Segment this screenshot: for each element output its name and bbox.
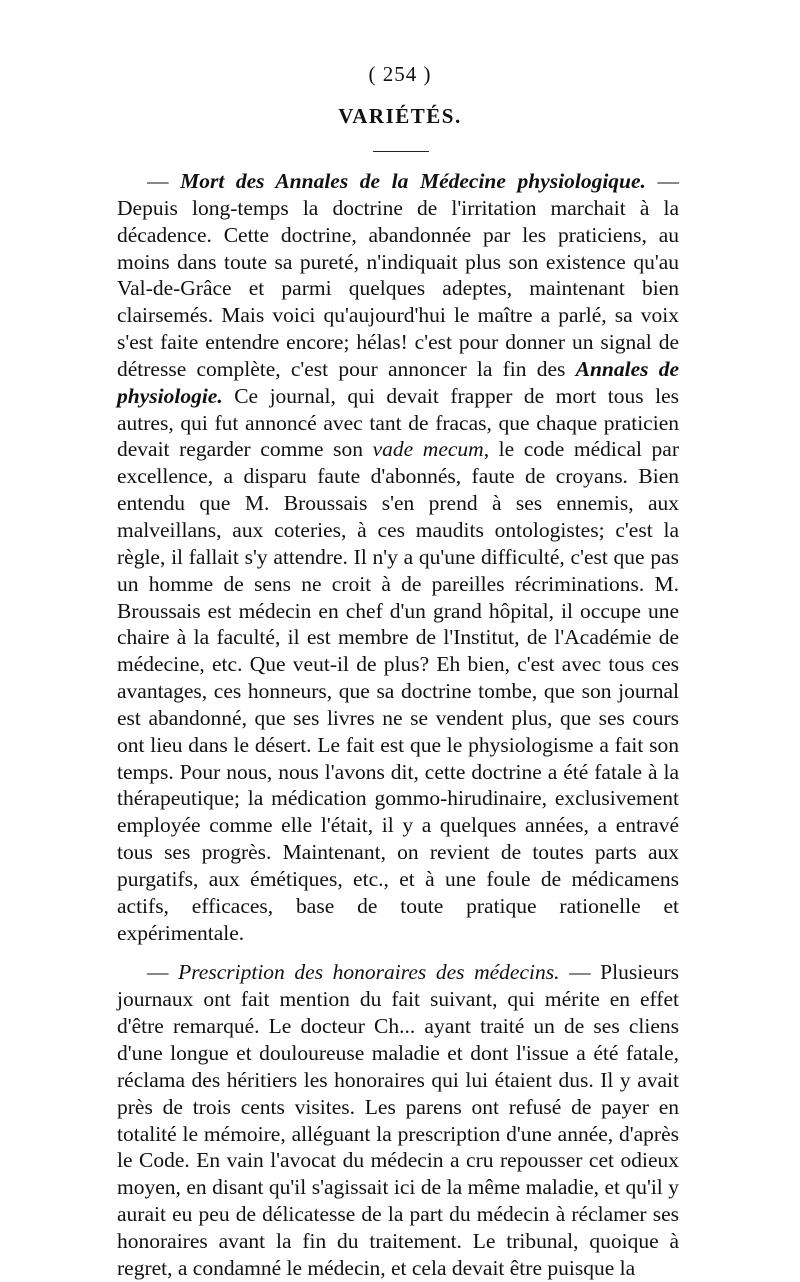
title-divider bbox=[373, 151, 429, 152]
page-number: ( 254 ) bbox=[368, 62, 432, 86]
article-body bbox=[117, 168, 679, 1282]
section-title: VARIÉTÉS. bbox=[338, 104, 462, 128]
journal-title-italic: Annales de physiologie. bbox=[117, 356, 679, 408]
paragraph-heading: Mort des Annales de la Médecine physiologique. bbox=[180, 169, 646, 193]
latin-phrase-italic: vade mecum bbox=[372, 437, 484, 462]
paragraph-text: Ce journal, qui devait frapper de mort tous les autres, qui fut annoncé avec tant de fracas, que chaque praticien devait regarder comme son bbox=[117, 383, 679, 462]
paragraph-heading: Prescription des honoraires des médecins. bbox=[178, 960, 560, 985]
paragraph-text: — Plusieurs journaux ont fait mention du fait suivant, qui mérite en effet d'être remarqué. Le docteur Ch... ayant traité un de ses cliens d'une longue et douloureuse maladie et dont l'issue a été fatale, réclama des héritiers les honoraires qui lui étaient dus. Il y avait près de trois cents visites. Les parens ont refusé de payer en totalité le mémoire, alléguant la prescription d'une année, d'après le Code. En vain l'avocat du médecin a cru repousser cet odieux moyen, en disant qu'il s'agissait ici de la même maladie, et qu'il y aurait eu peu de délicatesse de la part du médecin à réclamer ses honoraires avant la fin du traitement. Le tribunal, quoique à regret, a condamné le médecin, et cela devait être puisque la bbox=[117, 960, 680, 1280]
paragraph-annales bbox=[117, 168, 679, 946]
paragraph-lead-dash: — bbox=[147, 169, 181, 193]
paragraph-text: — Depuis long-temps la doctrine de l'irritation marchait à la décadence. Cette doctrine, abandonnée par les praticiens, au moins dans toute sa pureté, n'indiquait plus son existence qu'au Val-de-Grâce et parmi quelques adeptes, maintenant bien clairsemés. Mais voici qu'aujourd'hui le maître a parlé, sa voix s'est faite entendre encore; hélas! c'est pour donner un signal de détresse complète, c'est pour annoncer la fin des bbox=[117, 169, 680, 381]
paragraph-honoraires bbox=[117, 959, 679, 1281]
paragraph-lead-dash: — bbox=[147, 960, 179, 985]
paragraph-text: , le code médical par excellence, a disparu faute d'abonnés, faute de croyans. Bien entendu que M. Broussais s'en prend à ses ennemis, aux malveillans, aux coteries, à ces maudits ontologistes; c'est la règle, il fallait s'y attendre. Il n'y a qu'une difficulté, c'est que pas un homme de sens ne croit à de pareilles récriminations. M. Broussais est médecin en chef d'un grand hôpital, il occupe une chaire à la faculté, il est membre de l'Institut, de l'Académie de médecine, etc. Que veut-il de plus? Eh bien, c'est avec tous ces avantages, ces honneurs, que sa doctrine tombe, que son journal est abandonné, que ses livres ne se vendent plus, que ses cours ont lieu dans le désert. Le fait est que le physiologisme a fait son temps. Pour nous, nous l'avons dit, cette doctrine a été fatale à la thérapeutique; la médication gommo-hirudinaire, exclusivement employée comme elle l'était, il y a quelques années, a entravé tous ses progrès. Maintenant, on revient de toutes parts aux purgatifs, aux émétiques, etc., et à une foule de médicamens actifs, efficaces, base de toute pratique rationelle et expérimentale. bbox=[117, 437, 679, 945]
